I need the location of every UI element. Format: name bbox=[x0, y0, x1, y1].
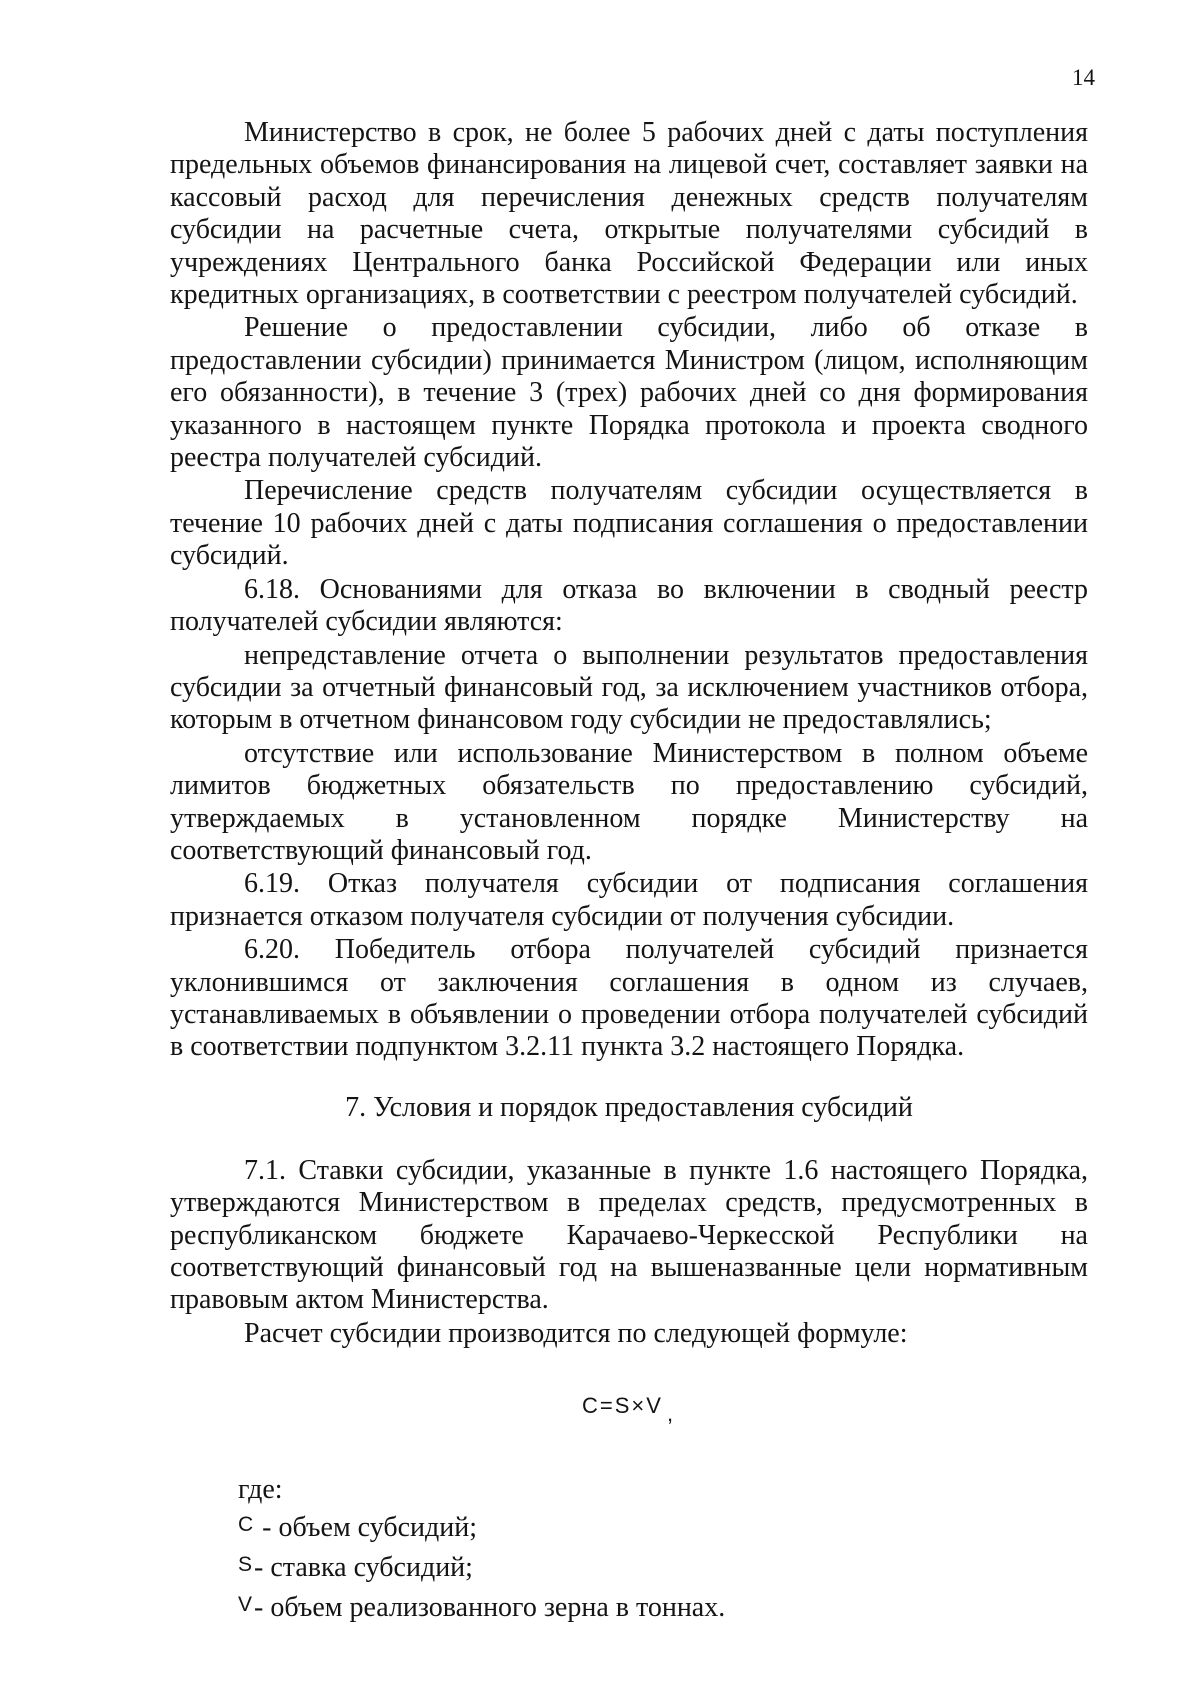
paragraph-7-1: 7.1. Ставки субсидии, указанные в пункте 1.6 настоящего Порядка, утверждаются Министерством в пределах средств, предусмотренных в республиканском бюджете Карачаево-Черкесской Республики на соответствующий финансовый год на вышеназванные цели нормативным правовым актом Министерства. bbox=[170, 1154, 1088, 1316]
paragraph-formula-intro: Расчет субсидии производится по следующей формуле: bbox=[244, 1317, 908, 1349]
paragraph-6-19: 6.19. Отказ получателя субсидии от подписания соглашения признается отказом получателя субсидии от получения субсидии. bbox=[170, 868, 1088, 932]
definition-c-text: - объем субсидий; bbox=[255, 1512, 478, 1544]
paragraph-decision: Решение о предоставлении субсидии, либо об отказе в предоставлении субсидии) принимается Министром (лицом, исполняющим его обязанности), в течение 3 (трех) рабочих дней со дня формирования указанного в настоящем пункте Порядка протокола и проекта сводного реестра получателей субсидий. bbox=[170, 312, 1088, 474]
section-heading: 7. Условия и порядок предоставления субсидий bbox=[345, 1091, 913, 1123]
page-number: 14 bbox=[1072, 65, 1095, 90]
paragraph-6-18: 6.18. Основаниями для отказа во включении в сводный реестр получателей субсидии являются: bbox=[170, 573, 1088, 638]
definition-v bbox=[238, 1592, 1088, 1626]
variable-v-symbol: V bbox=[238, 1593, 253, 1617]
variable-s-symbol: S bbox=[238, 1553, 253, 1577]
paragraph-transfer: Перечисление средств получателям субсидии осуществляется в течение 10 рабочих дней с даты подписания соглашения о предоставлении субсидий. bbox=[170, 475, 1088, 572]
paragraph-ministry-deadline: Министерство в срок, не более 5 рабочих дней с даты поступления предельных объемов финансирования на лицевой счет, составляет заявки на кассовый расход для перечисления денежных средств получателям субсидии на расчетные счета, открытые получателями субсидий в учреждениях Центрального банка Российской Федерации или иных кредитных организациях, в соответствии с реестром получателей субсидий. bbox=[170, 117, 1088, 311]
definition-v-text: - объем реализованного зерна в тоннах. bbox=[254, 1592, 726, 1624]
definition-s-text: - ставка субсидий; bbox=[254, 1552, 473, 1584]
document-body bbox=[170, 117, 1088, 1632]
formula-expression: C=S×V bbox=[582, 1393, 663, 1419]
variable-c-symbol: C bbox=[238, 1513, 254, 1537]
formula bbox=[582, 1390, 676, 1427]
variable-definitions bbox=[238, 1474, 1088, 1626]
definition-s bbox=[238, 1552, 1088, 1586]
paragraph-refusal-reason-report: непредставление отчета о выполнении результатов предоставления субсидии за отчетный финансовый год, за исключением участников отбора, которым в отчетном финансовом году субсидии не предоставлялись; bbox=[170, 639, 1088, 736]
formula-block bbox=[170, 1368, 1088, 1434]
formula-comma: , bbox=[666, 1401, 676, 1427]
paragraph-refusal-reason-limits: отсутствие или использование Министерством в полном объеме лимитов бюджетных обязательств по предоставлению субсидий, утверждаемых в установленном порядке Министерству на соответствующий финансовый год. bbox=[170, 737, 1088, 866]
where-label: где: bbox=[238, 1474, 283, 1506]
definition-c bbox=[238, 1512, 1088, 1546]
paragraph-6-20: 6.20. Победитель отбора получателей субсидий признается уклонившимся от заключения соглашения в одном из случаев, устанавливаемых в объявлении о проведении отбора получателей субсидий в соответствии подпунктом 3.2.11 пункта 3.2 настоящего Порядка. bbox=[170, 934, 1088, 1063]
